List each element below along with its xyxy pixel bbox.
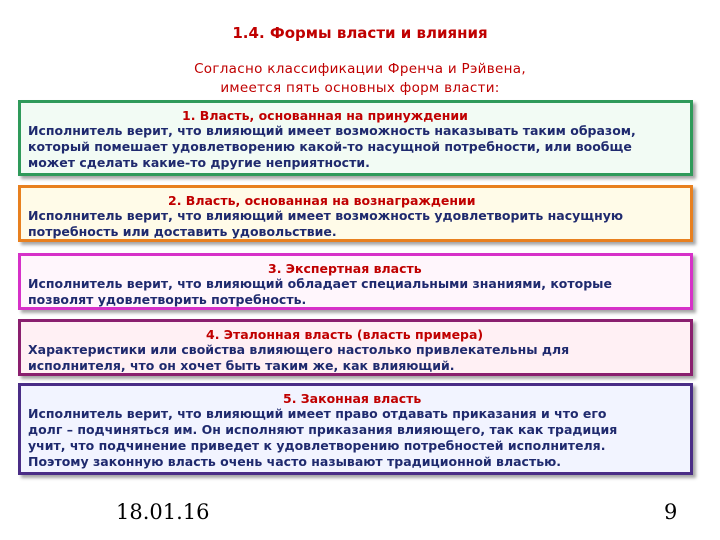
- slide-subtitle: [0, 60, 720, 98]
- box-text-line: Поэтому законную власть очень часто называют традиционной властью.: [28, 454, 562, 469]
- box-text-line: исполнителя, что он хочет быть таким же, как влияющий.: [28, 358, 455, 373]
- box-text: [28, 406, 683, 470]
- box-text-line: позволят удовлетворить потребность.: [28, 292, 307, 307]
- box-heading: 4. Эталонная власть (власть примера): [206, 327, 484, 342]
- box-text-line: может сделать какие-то другие неприятности.: [28, 155, 370, 170]
- box-text-line: Исполнитель верит, что влияющий имеет возможность удовлетворить насущную: [28, 208, 624, 223]
- box-text-line: Характеристики или свойства влияющего настолько привлекательны для: [28, 342, 570, 357]
- subtitle-line-2: имеется пять основных форм власти:: [220, 80, 500, 96]
- box-text: [28, 208, 683, 240]
- subtitle-line-1: Согласно классификации Френча и Рэйвена,: [194, 61, 526, 77]
- box-text-line: Исполнитель верит, что влияющий имеет право отдавать приказания и что его: [28, 406, 607, 421]
- box-text: [28, 342, 683, 374]
- box-text-line: потребность или доставить удовольствие.: [28, 224, 337, 239]
- box-heading: 2. Власть, основанная на вознаграждении: [168, 193, 476, 208]
- reward-power-box: [18, 185, 693, 242]
- box-heading: 3. Экспертная власть: [268, 261, 422, 276]
- referent-power-box: [18, 319, 693, 376]
- expert-power-box: [18, 253, 693, 310]
- footer-date: 18.01.16: [116, 500, 210, 524]
- box-text: [28, 123, 683, 171]
- box-heading: 5. Законная власть: [283, 391, 422, 406]
- box-text-line: Исполнитель верит, что влияющий имеет возможность наказывать таким образом,: [28, 123, 636, 138]
- box-text-line: учит, что подчинение приведет к удовлетворению потребностей исполнителя.: [28, 438, 606, 453]
- coercive-power-box: [18, 100, 693, 176]
- box-text-line: долг – подчиняться им. Он исполняют приказания влияющего, так как традиция: [28, 422, 618, 437]
- slide-title: 1.4. Формы власти и влияния: [232, 24, 488, 42]
- box-text-line: Исполнитель верит, что влияющий обладает специальными знаниями, которые: [28, 276, 612, 291]
- box-text-line: который помешает удовлетворению какой-то насущной потребности, или вообще: [28, 139, 632, 154]
- box-text: [28, 276, 683, 308]
- page-number: 9: [664, 500, 678, 524]
- legitimate-power-box: [18, 383, 693, 475]
- box-heading: 1. Власть, основанная на принуждении: [182, 108, 468, 123]
